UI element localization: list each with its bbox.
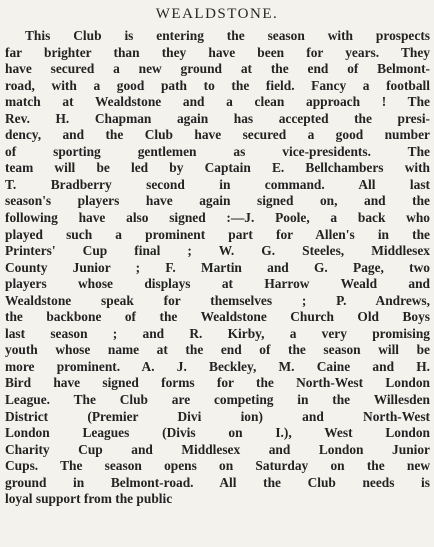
- article-line: have secured a new ground at the end of Belmont-: [5, 61, 430, 77]
- article-line: District (Premier Divi ion) and North-West: [5, 408, 430, 424]
- article-line: Rev. H. Chapman again has accepted the presi-: [5, 110, 430, 126]
- article-line: season's players have again signed on, and the: [5, 193, 430, 209]
- article-line: Printers' Cup final ; W. G. Steeles, Middlesex: [5, 243, 430, 259]
- article-line: far brighter than they have been for years. They: [5, 44, 430, 60]
- article-line: County Junior ; F. Martin and G. Page, two: [5, 259, 430, 275]
- article-line: team will be led by Captain E. Bellchambers with: [5, 160, 430, 176]
- article-line: loyal support from the public: [5, 491, 173, 507]
- article-line: This Club is entering the season with prospects: [25, 28, 430, 43]
- article-line: match at Wealdstone and a clean approach ! The: [5, 94, 430, 110]
- article-line: the backbone of the Wealdstone Church Old Boys: [5, 309, 430, 325]
- article-line: Charity Cup and Middlesex and London Junior: [5, 441, 430, 457]
- article-line: played such a prominent part for Allen's in the: [5, 226, 430, 242]
- article-line: London Leagues (Divis on I.), West London: [5, 425, 430, 441]
- article-line: League. The Club are competing in the Willesden: [5, 392, 430, 408]
- article-line: Wealdstone speak for themselves ; P. Andrews,: [5, 292, 430, 308]
- article-line: more prominent. A. J. Beckley, M. Caine and H.: [5, 358, 430, 374]
- article-line: T. Bradberry second in command. All last: [5, 176, 430, 192]
- article-line: youth whose name at the end of the season will be: [5, 342, 430, 358]
- article-line: dency, and the Club have secured a good number: [5, 127, 430, 143]
- article-line: of sporting gentlemen as vice-presidents. The: [5, 143, 430, 159]
- article-body: [5, 28, 430, 508]
- article-line: following have also signed :—J. Poole, a back who: [5, 210, 430, 226]
- article-line: players whose displays at Harrow Weald and: [5, 276, 430, 292]
- article-line: ground in Belmont-road. All the Club needs is: [5, 474, 430, 490]
- article-line: road, with a good path to the field. Fancy a football: [5, 77, 430, 93]
- article-line: Cups. The season opens on Saturday on the new: [5, 458, 430, 474]
- article-line: last season ; and R. Kirby, a very promising: [5, 325, 430, 341]
- article-heading: WEALDSTONE.: [155, 6, 279, 22]
- article-line: Bird have signed forms for the North-West London: [5, 375, 430, 391]
